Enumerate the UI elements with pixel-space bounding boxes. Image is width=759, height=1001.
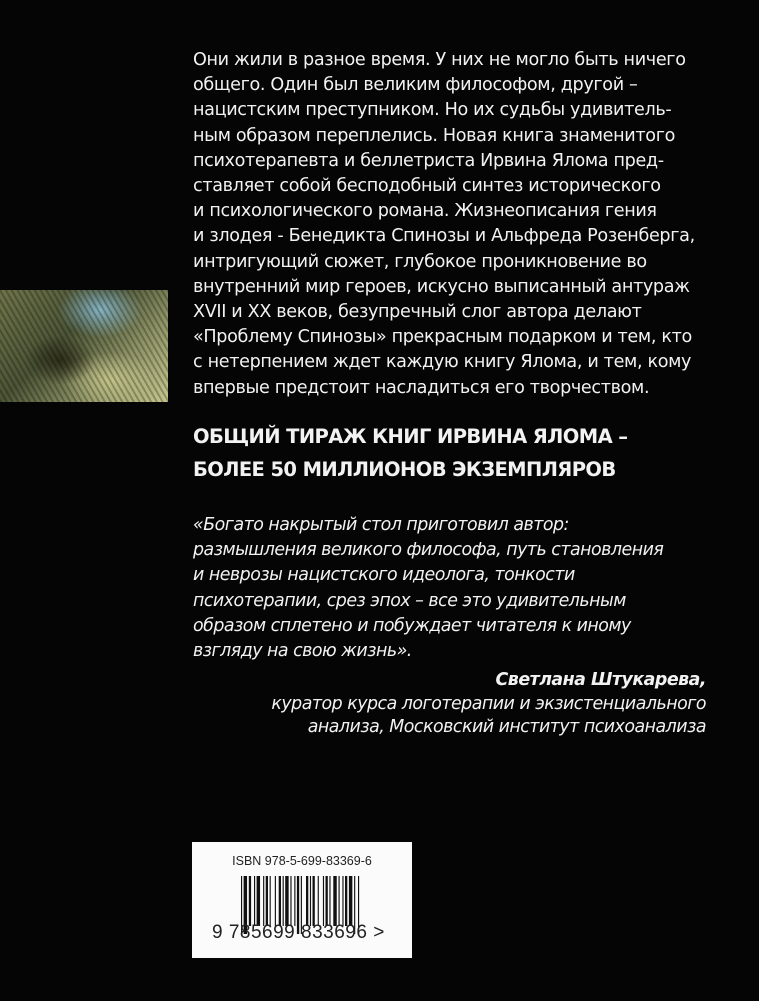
barcode-bar [263, 876, 264, 926]
barcode-bar [323, 876, 324, 926]
description-line: и злодея - Бенедикта Спинозы и Альфреда Розенберга, [193, 226, 695, 247]
barcode-bar [349, 876, 352, 926]
quote-line: «Богато накрытый стол приготовил автор: [193, 515, 569, 535]
headline-line: ОБЩИЙ ТИРАЖ КНИГ ИРВИНА ЯЛОМА – [193, 425, 628, 448]
quote-line: образом сплетено и побуждает читателя к иному [193, 615, 631, 636]
barcode-bar [306, 876, 308, 926]
quote-line: взгляду на свою жизнь». [193, 641, 412, 661]
quote-line: размышления великого философа, путь становления [193, 540, 664, 561]
quote-line: психотерапии, срез эпох – все это удивительным [193, 590, 626, 611]
description-line: психотерапевта и беллетриста Ирвина Ялома пред- [193, 150, 664, 171]
barcode-bar [339, 876, 340, 926]
description-line: и психологического романа. Жизнеописания гения [193, 201, 657, 222]
description-line: интригующий сюжет, глубокое проникновение во [193, 251, 647, 272]
quote-line: и неврозы нацистского идеолога, тонкости [193, 565, 575, 586]
description-line: Они жили в разное время. У них не могло быть ничего [193, 50, 686, 70]
headline-line: БОЛЕЕ 50 МИЛЛИОНОВ ЭКЗЕМПЛЯРОВ [193, 458, 616, 481]
barcode-bar [254, 876, 255, 926]
barcode-bar [294, 876, 295, 926]
barcode-bar [326, 876, 328, 926]
barcode-bar [313, 876, 315, 926]
description-line: с нетерпением ждет каждую книгу Ялома, и тем, кому [193, 352, 692, 373]
barcode-bar [279, 876, 281, 926]
description-line: общего. Один был великим философом, другой – [193, 75, 638, 96]
reviewer-name: Светлана Штукарева, [495, 670, 706, 690]
barcode-bar [275, 876, 276, 926]
barcode-digits: 9 785699 833696 > [212, 922, 385, 943]
reviewer-role-line: анализа, Московский институт психоанализа [307, 717, 706, 737]
barcode-bar [318, 876, 319, 926]
description-line: ным образом переплелись. Новая книга знаменитого [193, 125, 676, 146]
barcode-bar [329, 876, 330, 926]
cover-illustration [0, 290, 168, 402]
description-line: нацистским преступником. Но их судьбы удивитель- [193, 100, 672, 121]
barcode-bar [290, 876, 291, 926]
barcode-bar [270, 876, 271, 926]
isbn-barcode [192, 842, 412, 958]
description-line: ставляет собой бесподобный синтез исторического [193, 176, 661, 196]
barcode-bar [333, 876, 336, 926]
description-line: «Проблему Спинозы» прекрасным подарком и тем, кто [193, 327, 692, 348]
reviewer-role-line: куратор курса логотерапии и экзистенциального [271, 694, 706, 714]
barcode-bar [249, 876, 251, 926]
barcode-bar [283, 876, 284, 926]
description-line: внутренний мир героев, искусно выписанный антураж [193, 276, 690, 297]
description-line: впервые предстоит насладиться его творчеством. [193, 377, 650, 398]
barcode-bar [345, 876, 347, 926]
barcode-bar [266, 876, 268, 926]
description-line: XVII и XX веков, безупречный слог автора делают [193, 302, 642, 322]
barcode-bar [257, 876, 260, 926]
barcode-bar [310, 876, 311, 926]
isbn-label: ISBN 978-5-699-83369-6 [232, 854, 372, 868]
barcode-bar [285, 876, 288, 926]
barcode-bar [342, 876, 343, 926]
